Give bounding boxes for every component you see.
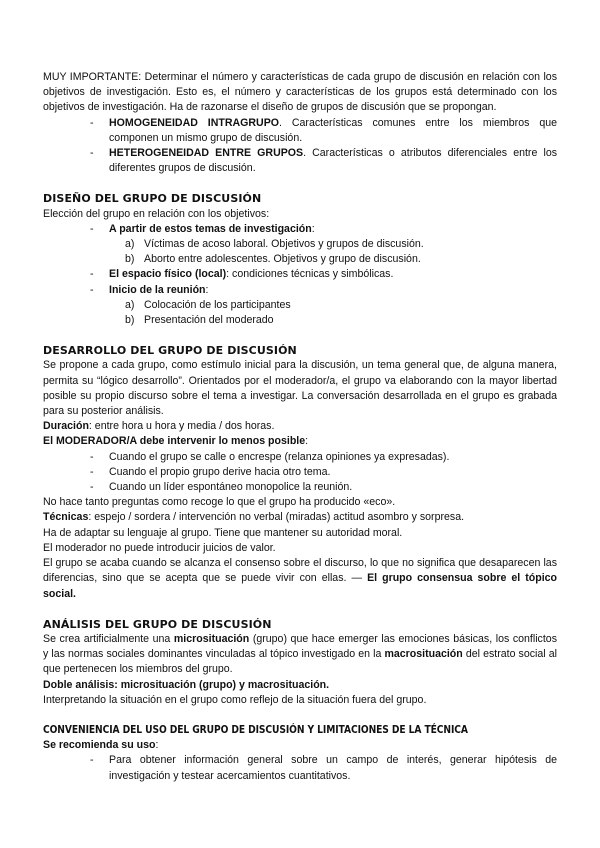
sub-list-item: b) Aborto entre adolescentes. Objetivos y grupo de discusión. — [125, 253, 421, 266]
consenso-paragraph: El grupo se acaba cuando se alcanza el consenso sobre el discurso, lo que no significa que desaparecen las diferencias, sino que se acepta que se puede vivir con ellas. — El grupo consensua sobre el tópico social. — [43, 557, 557, 600]
list-item: - Para obtener información general sobre un campo de interés, generar hipótesis de investigación y testear acercamientos cuantitativos. — [90, 754, 557, 782]
list-item: - El espacio físico (local): condiciones técnicas y simbólicas. — [90, 268, 394, 281]
term-bold: HOMOGENEIDAD INTRAGRUPO — [109, 116, 280, 129]
analisis-paragraph: Se crea artificialmente una microsituación (grupo) que hace emerger las emociones básicas, los conflictos y las normas sociales dominantes vinculadas al tópico investigado en la macrosituación del estrato social al que pertenecen los miembros del grupo. — [43, 632, 557, 676]
list-item: - HOMOGENEIDAD INTRAGRUPO. Características comunes entre los miembros que componen un mismo grupo de discusión. — [90, 116, 557, 146]
list-item: - A partir de estos temas de investigación: — [90, 222, 315, 235]
list-item: - Cuando el propio grupo derive hacia otro tema. — [90, 465, 331, 478]
diseno-lead: Elección del grupo en relación con los objetivos: — [43, 207, 270, 220]
sub-list-item: a) Víctimas de acoso laboral. Objetivos y grupos de discusión. — [125, 238, 424, 251]
list-item: - HETEROGENEIDAD ENTRE GRUPOS. Características o atributos diferenciales entre los diferentes grupos de discusión. — [90, 146, 557, 176]
section-title-desarrollo: DESARROLLO DEL GRUPO DE DISCUSIÓN — [43, 344, 297, 358]
moderador-heading: El MODERADOR/A debe intervenir lo menos posible: — [43, 435, 309, 448]
sub-list-item: b) Presentación del moderado — [125, 314, 274, 327]
interpretando-line: Interpretando la situación en el grupo como reflejo de la situación fuera del grupo. — [43, 693, 427, 706]
section-title-diseno: DISEÑO DEL GRUPO DE DISCUSIÓN — [43, 192, 262, 206]
eco-line: No hace tanto preguntas como recoge lo que el grupo ha producido «eco». — [43, 496, 396, 509]
intro-paragraph: MUY IMPORTANTE: Determinar el número y características de cada grupo de discusión en relación con los objetivos de investigación. Esto es, el número y características de los grupos está determinado con los objetivos de investigación. Ha de razonarse el diseño de grupos de discusión que se propongan. — [43, 71, 557, 114]
document-page — [43, 70, 557, 784]
list-item: - Cuando el grupo se calle o encrespe (relanza opiniones ya expresadas). — [90, 450, 450, 463]
juicios-line: El moderador no puede introducir juicios de valor. — [43, 541, 276, 554]
tecnicas-line: Técnicas: espejo / sordera / intervención no verbal (miradas) actitud asombro y sorpresa. — [43, 511, 465, 524]
list-item: - Cuando un líder espontáneo monopolice la reunión. — [90, 481, 353, 494]
list-item: - Inicio de la reunión: — [90, 283, 209, 296]
list-marker: - — [90, 147, 94, 160]
recomienda-line: Se recomienda su uso: — [43, 739, 159, 752]
doble-analisis-line: Doble análisis: microsituación (grupo) y macrosituación. — [43, 678, 330, 691]
lenguaje-line: Ha de adaptar su lenguaje al grupo. Tiene que mantener su autoridad moral. — [43, 526, 403, 539]
duracion-line: Duración: entre hora u hora y media / dos horas. — [43, 420, 275, 433]
desarrollo-paragraph: Se propone a cada grupo, como estímulo inicial para la discusión, un tema general que, de alguna manera, permita su “lógico desarrollo”. Orientados por el moderador/a, el grupo va elaborando con la mayor libertad posible su propio discurso sobre el tema a investigar. La conversación desarrollada en el grupo es grabada para su posterior análisis. — [43, 359, 557, 418]
list-marker: - — [90, 116, 94, 129]
term-bold: HETEROGENEIDAD ENTRE GRUPOS — [109, 147, 304, 160]
section-title-analisis: ANÁLISIS DEL GRUPO DE DISCUSIÓN — [43, 617, 272, 631]
section-title-conveniencia: CONVENIENCIA DEL USO DEL GRUPO DE DISCUSIÓN Y LIMITACIONES DE LA TÉCNICA — [43, 723, 468, 736]
sub-list-item: a) Colocación de los participantes — [125, 298, 291, 311]
